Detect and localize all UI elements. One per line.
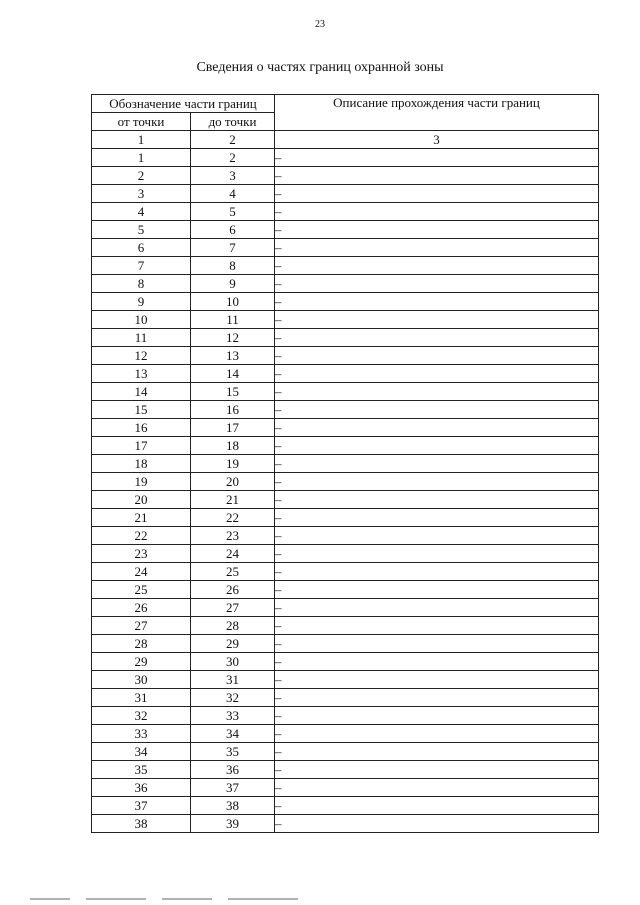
from-point-cell: 13 [92, 365, 191, 383]
from-point-cell: 34 [92, 743, 191, 761]
table-row [92, 203, 599, 221]
description-cell: – [275, 689, 599, 707]
table-row [92, 419, 599, 437]
from-point-cell: 25 [92, 581, 191, 599]
to-point-cell: 27 [191, 599, 275, 617]
from-point-cell: 27 [92, 617, 191, 635]
to-point-cell: 11 [191, 311, 275, 329]
to-point-cell: 34 [191, 725, 275, 743]
header-row-top [92, 95, 599, 113]
to-point-cell: 36 [191, 761, 275, 779]
description-cell: – [275, 455, 599, 473]
description-cell: – [275, 167, 599, 185]
from-point-cell: 6 [92, 239, 191, 257]
description-cell: – [275, 347, 599, 365]
to-point-cell: 33 [191, 707, 275, 725]
description-cell: – [275, 437, 599, 455]
from-point-cell: 22 [92, 527, 191, 545]
description-cell: – [275, 401, 599, 419]
to-point-cell: 20 [191, 473, 275, 491]
description-cell: – [275, 473, 599, 491]
table-row [92, 653, 599, 671]
table-row [92, 743, 599, 761]
to-point-cell: 17 [191, 419, 275, 437]
to-point-cell: 10 [191, 293, 275, 311]
description-cell: – [275, 311, 599, 329]
from-point-cell: 31 [92, 689, 191, 707]
from-point-cell: 18 [92, 455, 191, 473]
boundary-parts-table [91, 94, 599, 833]
to-point-cell: 12 [191, 329, 275, 347]
description-cell: – [275, 527, 599, 545]
description-cell: – [275, 653, 599, 671]
description-cell: – [275, 617, 599, 635]
table-row [92, 797, 599, 815]
description-cell: – [275, 599, 599, 617]
from-point-cell: 32 [92, 707, 191, 725]
to-point-cell: 16 [191, 401, 275, 419]
description-cell: – [275, 491, 599, 509]
from-point-cell: 10 [92, 311, 191, 329]
description-cell: – [275, 275, 599, 293]
from-point-cell: 26 [92, 599, 191, 617]
from-point-cell: 24 [92, 563, 191, 581]
table-row [92, 239, 599, 257]
column-index-3: 3 [275, 131, 599, 149]
description-cell: – [275, 221, 599, 239]
table-row [92, 725, 599, 743]
to-point-cell: 30 [191, 653, 275, 671]
from-point-cell: 5 [92, 221, 191, 239]
to-point-cell: 22 [191, 509, 275, 527]
to-point-cell: 25 [191, 563, 275, 581]
description-cell: – [275, 203, 599, 221]
table-row [92, 311, 599, 329]
from-point-cell: 19 [92, 473, 191, 491]
from-point-cell: 37 [92, 797, 191, 815]
from-point-cell: 29 [92, 653, 191, 671]
to-point-cell: 31 [191, 671, 275, 689]
to-point-cell: 39 [191, 815, 275, 833]
to-point-cell: 18 [191, 437, 275, 455]
description-cell: – [275, 761, 599, 779]
description-cell: – [275, 671, 599, 689]
to-point-cell: 9 [191, 275, 275, 293]
boundary-description-header: Описание прохождения части границ [275, 95, 599, 131]
table-body [92, 149, 599, 833]
column-index-1: 1 [92, 131, 191, 149]
from-point-cell: 23 [92, 545, 191, 563]
description-cell: – [275, 149, 599, 167]
from-point-cell: 9 [92, 293, 191, 311]
to-point-cell: 38 [191, 797, 275, 815]
description-cell: – [275, 185, 599, 203]
from-point-cell: 11 [92, 329, 191, 347]
to-point-cell: 26 [191, 581, 275, 599]
from-point-cell: 36 [92, 779, 191, 797]
to-point-cell: 6 [191, 221, 275, 239]
column-index-2: 2 [191, 131, 275, 149]
to-point-cell: 5 [191, 203, 275, 221]
description-cell: – [275, 707, 599, 725]
from-point-cell: 3 [92, 185, 191, 203]
document-title: Сведения о частях границ охранной зоны [196, 60, 444, 75]
table-row [92, 563, 599, 581]
description-cell: – [275, 725, 599, 743]
description-cell: – [275, 293, 599, 311]
table-row [92, 491, 599, 509]
table-row [92, 779, 599, 797]
from-point-cell: 21 [92, 509, 191, 527]
table-row [92, 815, 599, 833]
table-header [92, 95, 599, 149]
description-cell: – [275, 545, 599, 563]
to-point-cell: 8 [191, 257, 275, 275]
from-point-cell: 16 [92, 419, 191, 437]
from-point-cell: 7 [92, 257, 191, 275]
from-point-cell: 17 [92, 437, 191, 455]
table-row [92, 509, 599, 527]
from-point-cell: 30 [92, 671, 191, 689]
from-point-cell: 15 [92, 401, 191, 419]
to-point-cell: 23 [191, 527, 275, 545]
table-row [92, 599, 599, 617]
table-row [92, 275, 599, 293]
table-row [92, 401, 599, 419]
description-cell: – [275, 563, 599, 581]
to-point-header: до точки [191, 113, 275, 131]
to-point-cell: 37 [191, 779, 275, 797]
table-row [92, 545, 599, 563]
to-point-cell: 3 [191, 167, 275, 185]
table-row [92, 455, 599, 473]
table-row [92, 293, 599, 311]
from-point-cell: 20 [92, 491, 191, 509]
from-point-cell: 14 [92, 383, 191, 401]
description-cell: – [275, 635, 599, 653]
table-row [92, 581, 599, 599]
to-point-cell: 32 [191, 689, 275, 707]
to-point-cell: 7 [191, 239, 275, 257]
table-row [92, 167, 599, 185]
to-point-cell: 14 [191, 365, 275, 383]
from-point-cell: 4 [92, 203, 191, 221]
table-row [92, 257, 599, 275]
table-row [92, 671, 599, 689]
table-row [92, 221, 599, 239]
description-cell: – [275, 329, 599, 347]
description-cell: – [275, 581, 599, 599]
to-point-cell: 35 [191, 743, 275, 761]
from-point-cell: 1 [92, 149, 191, 167]
from-point-cell: 2 [92, 167, 191, 185]
description-cell: – [275, 779, 599, 797]
description-cell: – [275, 383, 599, 401]
table-row [92, 635, 599, 653]
table-row [92, 149, 599, 167]
table-row [92, 185, 599, 203]
column-index-row [92, 131, 599, 149]
from-point-cell: 38 [92, 815, 191, 833]
to-point-cell: 24 [191, 545, 275, 563]
from-point-cell: 28 [92, 635, 191, 653]
to-point-cell: 21 [191, 491, 275, 509]
description-cell: – [275, 509, 599, 527]
to-point-cell: 13 [191, 347, 275, 365]
table-row [92, 437, 599, 455]
from-point-header: от точки [92, 113, 191, 131]
description-cell: – [275, 257, 599, 275]
from-point-cell: 35 [92, 761, 191, 779]
boundary-part-designation-header: Обозначение части границ [92, 95, 275, 113]
description-cell: – [275, 815, 599, 833]
to-point-cell: 19 [191, 455, 275, 473]
description-cell: – [275, 239, 599, 257]
description-cell: – [275, 797, 599, 815]
from-point-cell: 33 [92, 725, 191, 743]
table-row [92, 365, 599, 383]
from-point-cell: 8 [92, 275, 191, 293]
table-row [92, 329, 599, 347]
table-row [92, 473, 599, 491]
description-cell: – [275, 365, 599, 383]
table-row [92, 347, 599, 365]
description-cell: – [275, 743, 599, 761]
table-row [92, 761, 599, 779]
from-point-cell: 12 [92, 347, 191, 365]
table-row [92, 527, 599, 545]
to-point-cell: 28 [191, 617, 275, 635]
to-point-cell: 29 [191, 635, 275, 653]
to-point-cell: 4 [191, 185, 275, 203]
description-cell: – [275, 419, 599, 437]
table-row [92, 707, 599, 725]
footer-faint-text [30, 898, 330, 904]
to-point-cell: 2 [191, 149, 275, 167]
page-number: 23 [315, 19, 325, 30]
table-row [92, 689, 599, 707]
table-row [92, 383, 599, 401]
table-row [92, 617, 599, 635]
to-point-cell: 15 [191, 383, 275, 401]
